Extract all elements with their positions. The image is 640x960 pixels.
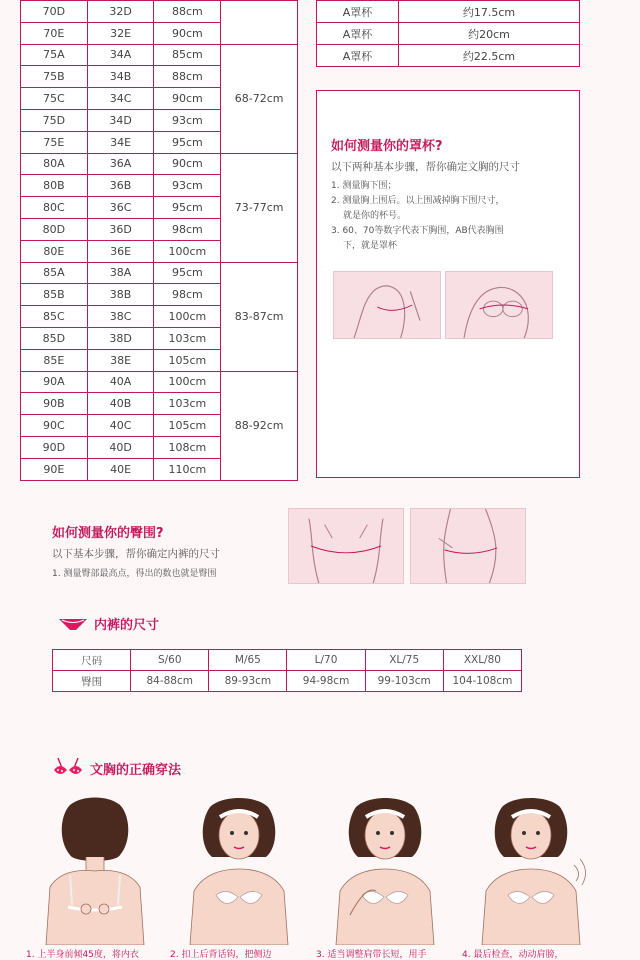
woman-back-illustration: [20, 795, 170, 945]
eu-size-cell: 75D: [21, 109, 88, 131]
step-text: 1. 测量胸下围；: [331, 181, 397, 191]
wearing-caption: 2. 扣上后背话钩，把侧边: [170, 950, 272, 960]
panties-size-table: [52, 649, 522, 692]
eu-size-cell: 75C: [21, 88, 88, 110]
hip-measure-subtitle: 以下基本步骤，帮你确定内裤的尺寸: [52, 548, 220, 560]
bust-cell: 100cm: [154, 371, 221, 393]
woman-front-illustration: [164, 795, 314, 945]
size-header-cell: L/70: [287, 650, 365, 671]
table-row: [53, 671, 522, 692]
underbust-cell: 68-72cm: [221, 44, 298, 153]
step-text: 就是你的杯号。: [343, 211, 407, 221]
underbust-illustration: [333, 271, 441, 339]
hip-cell: 104-108cm: [443, 671, 521, 692]
hip-side-illustration: [410, 508, 526, 584]
bust-cell: 100cm: [154, 306, 221, 328]
bust-cell: 95cm: [154, 197, 221, 219]
us-size-cell: 38B: [87, 284, 154, 306]
cup-cell: A罩杯: [317, 1, 399, 23]
table-row: [53, 650, 522, 671]
size-header-cell: M/65: [209, 650, 287, 671]
bust-cell: 88cm: [154, 66, 221, 88]
eu-size-cell: 75E: [21, 131, 88, 153]
cup-diff-cell: 约20cm: [399, 23, 580, 45]
underbust-cell: 83-87cm: [221, 262, 298, 371]
eu-size-cell: 90E: [21, 458, 88, 480]
bust-cell: 105cm: [154, 349, 221, 371]
us-size-cell: 40B: [87, 393, 154, 415]
us-size-cell: 34B: [87, 66, 154, 88]
eu-size-cell: 90D: [21, 436, 88, 458]
us-size-cell: 38D: [87, 327, 154, 349]
step-text: 3. 60、70等数字代表下胸围，AB代表胸围: [331, 226, 504, 236]
wearing-step-2: [164, 795, 314, 960]
us-size-cell: 32E: [87, 22, 154, 44]
eu-size-cell: 75B: [21, 66, 88, 88]
us-size-cell: 36C: [87, 197, 154, 219]
bust-cell: 93cm: [154, 175, 221, 197]
eu-size-cell: 85E: [21, 349, 88, 371]
us-size-cell: 34A: [87, 44, 154, 66]
eu-size-cell: 85C: [21, 306, 88, 328]
panties-size-heading: [58, 614, 159, 633]
hip-cell: 84-88cm: [131, 671, 209, 692]
table-row: [317, 1, 580, 23]
us-size-cell: 40D: [87, 436, 154, 458]
bust-cell: 103cm: [154, 393, 221, 415]
cup-diff-cell: 约22.5cm: [399, 45, 580, 67]
cup-cell: A罩杯: [317, 23, 399, 45]
us-size-cell: 38E: [87, 349, 154, 371]
hip-cell: 94-98cm: [287, 671, 365, 692]
eu-size-cell: 85D: [21, 327, 88, 349]
hip-measure-title: 如何测量你的臀围?: [52, 526, 164, 541]
hip-cell: 臀围: [53, 671, 131, 692]
us-size-cell: 40E: [87, 458, 154, 480]
bust-measure-title: 如何测量你的罩杯?: [331, 139, 443, 154]
hip-measure-section: [20, 490, 580, 590]
us-size-cell: 34E: [87, 131, 154, 153]
underbust-cell: 73-77cm: [221, 153, 298, 262]
us-size-cell: 36D: [87, 218, 154, 240]
panties-icon: [58, 616, 88, 632]
table-row: [21, 371, 298, 393]
woman-check-illustration: [456, 795, 606, 945]
table-row: [317, 23, 580, 45]
bust-cell: 90cm: [154, 153, 221, 175]
us-size-cell: 38C: [87, 306, 154, 328]
bust-cell: 108cm: [154, 436, 221, 458]
bust-cell: 95cm: [154, 131, 221, 153]
bust-cell: 105cm: [154, 415, 221, 437]
eu-size-cell: 80A: [21, 153, 88, 175]
wearing-caption: 3. 适当调整肩带长短，用手: [316, 950, 427, 960]
bust-cell: 110cm: [154, 458, 221, 480]
eu-size-cell: 70D: [21, 1, 88, 23]
bust-cell: 103cm: [154, 327, 221, 349]
table-row: [21, 1, 298, 23]
wearing-heading: [52, 756, 181, 780]
wearing-step-1: [20, 795, 170, 960]
eu-size-cell: 85A: [21, 262, 88, 284]
bust-cell: 98cm: [154, 284, 221, 306]
eu-size-cell: 80E: [21, 240, 88, 262]
wearing-step-3: [310, 795, 460, 960]
underbust-cell: [221, 1, 298, 45]
eu-size-cell: 85B: [21, 284, 88, 306]
size-header-cell: XL/75: [365, 650, 443, 671]
bust-cell: 88cm: [154, 1, 221, 23]
us-size-cell: 36E: [87, 240, 154, 262]
us-size-cell: 36A: [87, 153, 154, 175]
underbust-cell: 88-92cm: [221, 371, 298, 480]
wearing-heading-text: 文胸的正确穿法: [90, 762, 182, 778]
bust-measure-steps: [331, 179, 571, 254]
bra-size-table: [20, 0, 298, 481]
bust-cell: 95cm: [154, 262, 221, 284]
bust-measure-box: [316, 90, 580, 478]
bust-measure-subtitle: 以下两种基本步骤，帮你确定文胸的尺寸: [331, 161, 520, 173]
table-row: [21, 44, 298, 66]
eu-size-cell: 80C: [21, 197, 88, 219]
us-size-cell: 34D: [87, 109, 154, 131]
cup-size-table: [316, 0, 580, 67]
hip-cell: 99-103cm: [365, 671, 443, 692]
hip-cell: 89-93cm: [209, 671, 287, 692]
bust-cell: 93cm: [154, 109, 221, 131]
wearing-caption: 4. 最后检查，动动肩膀，: [462, 950, 564, 960]
eu-size-cell: 70E: [21, 22, 88, 44]
eu-size-cell: 90B: [21, 393, 88, 415]
bust-cell: 85cm: [154, 44, 221, 66]
us-size-cell: 40C: [87, 415, 154, 437]
table-row: [21, 262, 298, 284]
panties-heading-text: 内裤的尺寸: [94, 618, 160, 633]
us-size-cell: 36B: [87, 175, 154, 197]
bust-illustration: [445, 271, 553, 339]
eu-size-cell: 75A: [21, 44, 88, 66]
us-size-cell: 38A: [87, 262, 154, 284]
cup-diff-cell: 约17.5cm: [399, 1, 580, 23]
bust-cell: 90cm: [154, 88, 221, 110]
cup-cell: A罩杯: [317, 45, 399, 67]
eu-size-cell: 90A: [21, 371, 88, 393]
eu-size-cell: 90C: [21, 415, 88, 437]
table-row: [21, 153, 298, 175]
bra-icon: [52, 756, 84, 780]
eu-size-cell: 80D: [21, 218, 88, 240]
size-header-cell: 尺码: [53, 650, 131, 671]
wearing-caption: 1. 上半身前倾45度，将内衣: [26, 950, 139, 960]
hip-measure-step: 1. 测量臀部最高点，得出的数也就是臀围: [52, 569, 217, 579]
size-header-cell: XXL/80: [443, 650, 521, 671]
table-row: [317, 45, 580, 67]
size-header-cell: S/60: [131, 650, 209, 671]
woman-adjust-illustration: [310, 795, 460, 945]
bust-cell: 90cm: [154, 22, 221, 44]
step-text: 下，就是罩杯: [343, 241, 398, 251]
step-text: 2. 测量胸上围后。以上围减掉胸下围尺寸，: [331, 196, 505, 206]
wearing-step-4: [456, 795, 606, 960]
us-size-cell: 40A: [87, 371, 154, 393]
us-size-cell: 32D: [87, 1, 154, 23]
eu-size-cell: 80B: [21, 175, 88, 197]
us-size-cell: 34C: [87, 88, 154, 110]
bust-cell: 100cm: [154, 240, 221, 262]
bust-cell: 98cm: [154, 218, 221, 240]
hip-front-illustration: [288, 508, 404, 584]
